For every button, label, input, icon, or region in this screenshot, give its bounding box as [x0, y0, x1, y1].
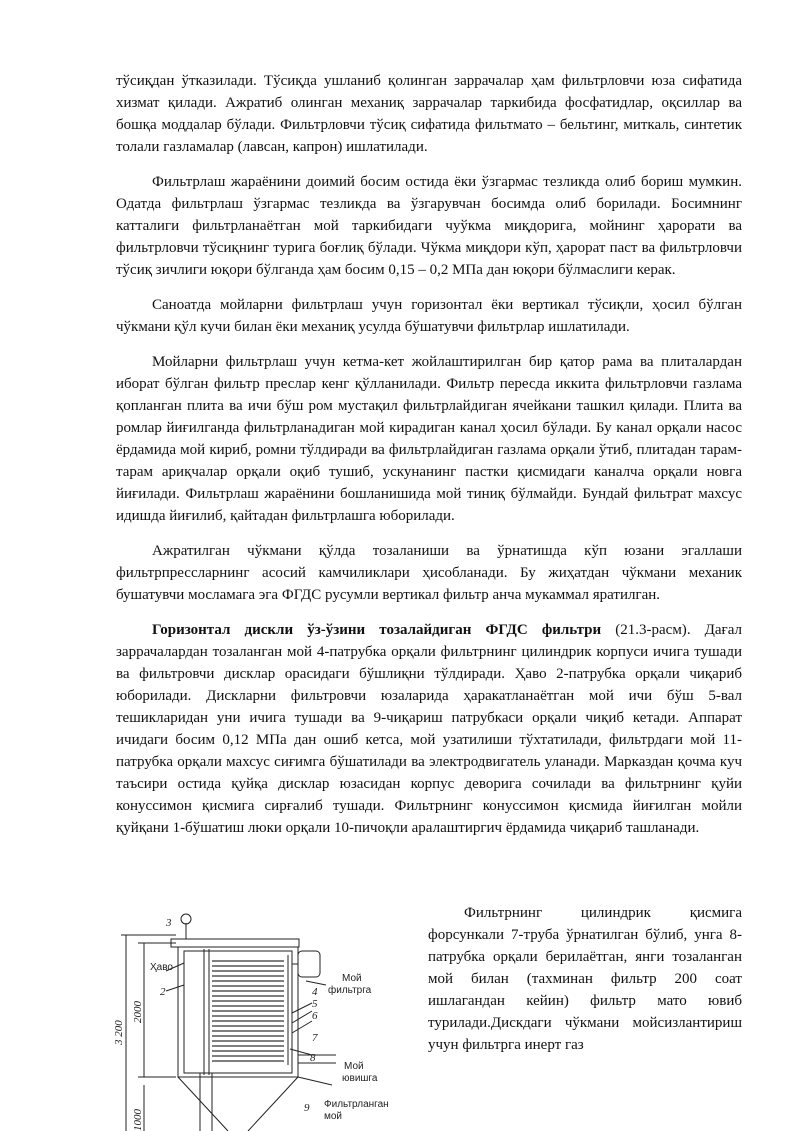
filter-figure [113, 905, 416, 1131]
dimension-2000: 2000 [132, 1001, 144, 1023]
main-text [116, 70, 742, 852]
paragraph: тўсиқдан ўтказилади. Тўсиқда ушланиб қолинган заррачалар ҳам фильтрловчи юза сифатида хизмат қилади. Ажратиб олинган механиқ заррачалар таркибида фосфатидлар, оқсиллар ва бошқа моддалар бўлади. Фильтрловчи тўсиқ сифатида фильтмато – бельтинг, миткаль, синтетик толали газламалар (лавсан, капрон) ишлатилади. [116, 73, 742, 155]
fgds-body: . Дағал заррачалардан тозаланган мой 4-патрубка орқали фильтрнинг цилиндрик корпуси ичига тушади ва фильтровчи дисклар орасидаги бўшлиқни тўлдиради. Ҳаво 2-патрубка орқали чиқариб юборилади. Дискларни фильтровчи юзаларида ҳаракатланаётган мой ичи бўш 5-вал тешикларидан уни ичига тушади ва 9-чиқариш патрубкаси орқали чиқиб кетади. Аппарат ичидаги босим 0,12 МПа дан ошиб кетса, мой узатилиши тўхтатилади, фильтрдаги мой 11-патрубка орқали махсус сиғимга бўшатилади ва электродвигатель уланади. Марказдан қочма куч таъсири остида қуйқа дисклар юзасидан корпус деворига сочилади ва фильтрнинг қуйи конуссимон қисмига сирғалиб тушади. Фильтрнинг конуссимон қисмида йиғилган мойли қуйқани 1-бўшатиш люки орқали 10-пичоқли аралаштиргич ёрдамида чиқариб ташланади. [116, 622, 742, 836]
label-oil-to-wash-1: Мой [344, 1061, 364, 1072]
part-number: 9 [304, 1102, 310, 1114]
figure-reference: (21.3-расм) [601, 622, 687, 638]
paragraph: Саноатда мойларни фильтрлаш учун горизонтал ёки вертикал тўсиқли, ҳосил бўлган чўкмани қўл кучи билан ёки механиқ усулда бўшатувчи фильтрлар ишлатилади. [116, 297, 742, 335]
part-number: 4 [312, 986, 318, 998]
label-filtered-oil-2: мой [324, 1111, 343, 1122]
side-text [428, 902, 742, 1056]
label-air: Ҳаво [150, 962, 173, 973]
part-number: 2 [160, 986, 166, 998]
label-filtered-oil-1: Фильтрланган [324, 1099, 389, 1110]
label-oil-to-wash-2: ювишга [342, 1073, 378, 1084]
label-oil-to-filter-1: Мой [342, 973, 362, 984]
paragraph: Фильтрлаш жараёнини доимий босим остида ёки ўзгармас тезликда олиб бориш мумкин. Одатда фильтрлаш ўзгармас тезликда ва ўзгарувчан босимда олиб борилади. Босимнинг катталиги фильтрланаётган мой таркибидаги чуўкма миқдорига, мойнинг ҳарорати ва фильтрловчи тўсиқнинг турига боғлиқ бўлади. Чўкма миқдори кўп, ҳарорат паст ва фильтрловчи тўсиқ зичлиги юқори бўлганда ҳам босим 0,15 – 0,2 МПа дан юқори бўлмаслиги керак. [116, 174, 742, 278]
fgds-title: Горизонтал дискли ўз-ўзини тозалайдиган ФГДС фильтри [152, 622, 602, 638]
fgds-paragraph [116, 619, 742, 839]
filter-discs [212, 961, 284, 1061]
dimension-1000: 1000 [132, 1109, 144, 1131]
part-number: 3 [166, 917, 172, 929]
label-oil-to-filter-2: фильтрга [328, 985, 372, 996]
dimension-3200: 3 200 [113, 1020, 125, 1045]
part-number: 6 [312, 1010, 318, 1022]
paragraph: Ажратилган чўкмани қўлда тозаланиши ва ўрнатишда кўп юзани эгаллаши фильтрпрессларнинг асосий камчиликлари ҳисобланади. Бу жиҳатдан чўкмани механик бушатувчи мосламага эга ФГДС русумли вертикал фильтр анча мукаммал яратилган. [116, 543, 742, 603]
part-number: 8 [310, 1052, 316, 1064]
paragraph: Мойларни фильтрлаш учун кетма-кет жойлаштирилган бир қатор рама ва плиталардан иборат бўлган фильтр преслар кенг қўлланилади. Фильтр пересда иккита фильтрловчи газлама қопланган плита ва ичи бўш ром мустақил фильтрлайдиган ячейкани ташкил қилади. Плита ва ромлар йиғилганда фильтрланадиган мой кирадиган канал ҳосил бўлади. Бу канал орқали насос ёрдамида мой кириб, ромни тўлдиради ва фильтрлайдиган газлама орқали ўтиб, плитадан тарам-тарам ариқчалар орқали оқиб тушиб, ускунанинг пастки қисмидаги каналча орқали новга йиғилади. Фильтрлаш жараёнини бошланишида мой тиниқ бўлмайди. Бундай фильтрат махсус идишда йиғилиб, қайтадан фильтрлашга юборилади. [116, 354, 742, 524]
filter-diagram [113, 905, 416, 1131]
part-number: 7 [312, 1032, 318, 1044]
part-number: 5 [312, 998, 318, 1010]
paragraph: Фильтрнинг цилиндрик қисмига форсункали 7-труба ўрнатилган бўлиб, унга 8-патрубка орқали берилаётган, янги тозаланган мой билан (тахминан фильтр 200 соат ишлагандан кейин) фильтр мато ювиб турилади.Дискдаги чўкмани мойсизлантириш учун фильтрга инерт газ [428, 905, 742, 1053]
